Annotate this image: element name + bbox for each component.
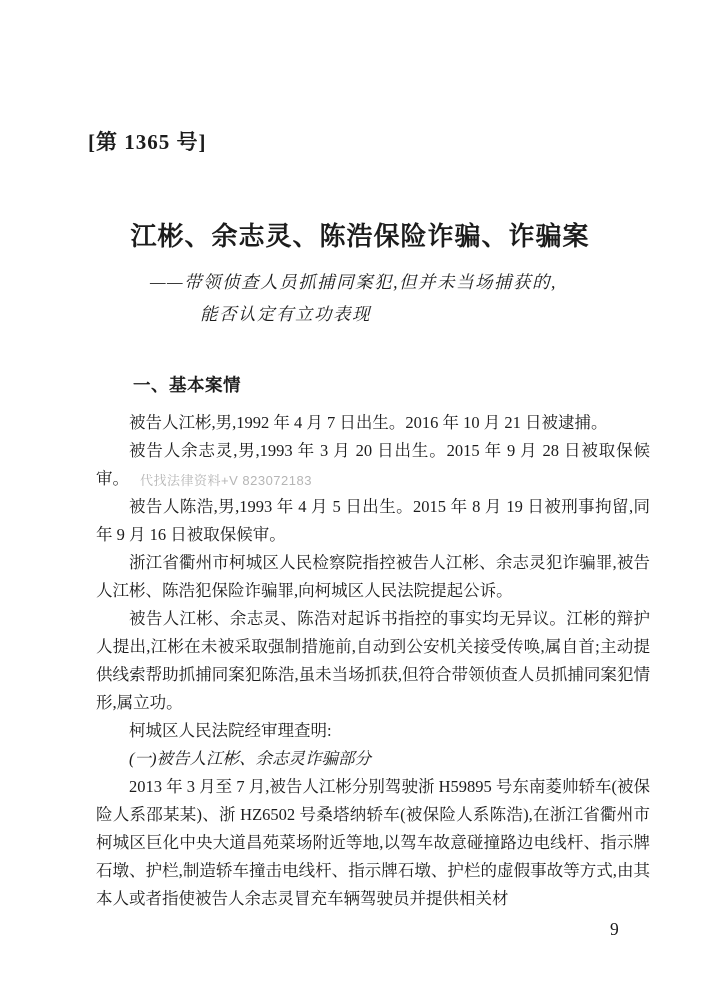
section-heading-basic-facts: 一、基本案情 [133,375,241,395]
case-title: 江彬、余志灵、陈浩保险诈骗、诈骗案 [130,222,590,251]
page-number: 9 [610,919,619,939]
paragraph-defendant-chenhao: 被告人陈浩,男,1993 年 4 月 5 日出生。2015 年 8 月 19 日被刑事拘留,同年 9 月 16 日被取保候审。 [96,497,650,544]
case-subtitle-line1: ——带领侦查人员抓捕同案犯,但并未当场捕获的, [150,272,557,292]
paragraph-defendant-jiangbin: 被告人江彬,男,1992 年 4 月 7 日出生。2016 年 10 月 21 日被逮捕。 [129,413,608,432]
case-subtitle [150,266,557,330]
paragraph-subsection-fraud-part: (一)被告人江彬、余志灵诈骗部分 [129,749,371,768]
seller-watermark: 代找法律资料+V 823072183 [140,473,312,488]
paragraph-defense-opinion: 被告人江彬、余志灵、陈浩对起诉书指控的事实均无异议。江彬的辩护人提出,江彬在未被采取强制措施前,自动到公安机关接受传唤,属自首;主动提供线索帮助抓捕同案犯陈浩,虽未当场抓获,但符合带领侦查人员抓捕同案犯情形,属立功。 [96,609,650,712]
paragraph-fraud-facts: 2013 年 3 月至 7 月,被告人江彬分别驾驶浙 H59895 号东南菱帅轿车(被保险人系邵某某)、浙 HZ6502 号桑塔纳轿车(被保险人系陈浩),在浙江省衢州市柯城区巨化中央大道昌苑菜场附近等地,以驾车故意碰撞路边电线杆、指示牌石墩、护栏,制造轿车撞击电线杆、指示牌石墩、护栏的虚假事故等方式,由其本人或者指使被告人余志灵冒充车辆驾驶员并提供相关材 [96,777,650,908]
paragraph-prosecution: 浙江省衢州市柯城区人民检察院指控被告人江彬、余志灵犯诈骗罪,被告人江彬、陈浩犯保险诈骗罪,向柯城区人民法院提起公诉。 [96,553,650,600]
case-number: [第 1365 号] [88,130,207,154]
paragraph-defendant-yuzhiling: 被告人余志灵,男,1993 年 3 月 20 日出生。2015 年 9 月 28 日被取保候审。 [96,441,650,488]
paragraph-court-finding-intro: 柯城区人民法院经审理查明: [129,721,332,740]
case-subtitle-line2: 能否认定有立功表现 [200,304,371,324]
